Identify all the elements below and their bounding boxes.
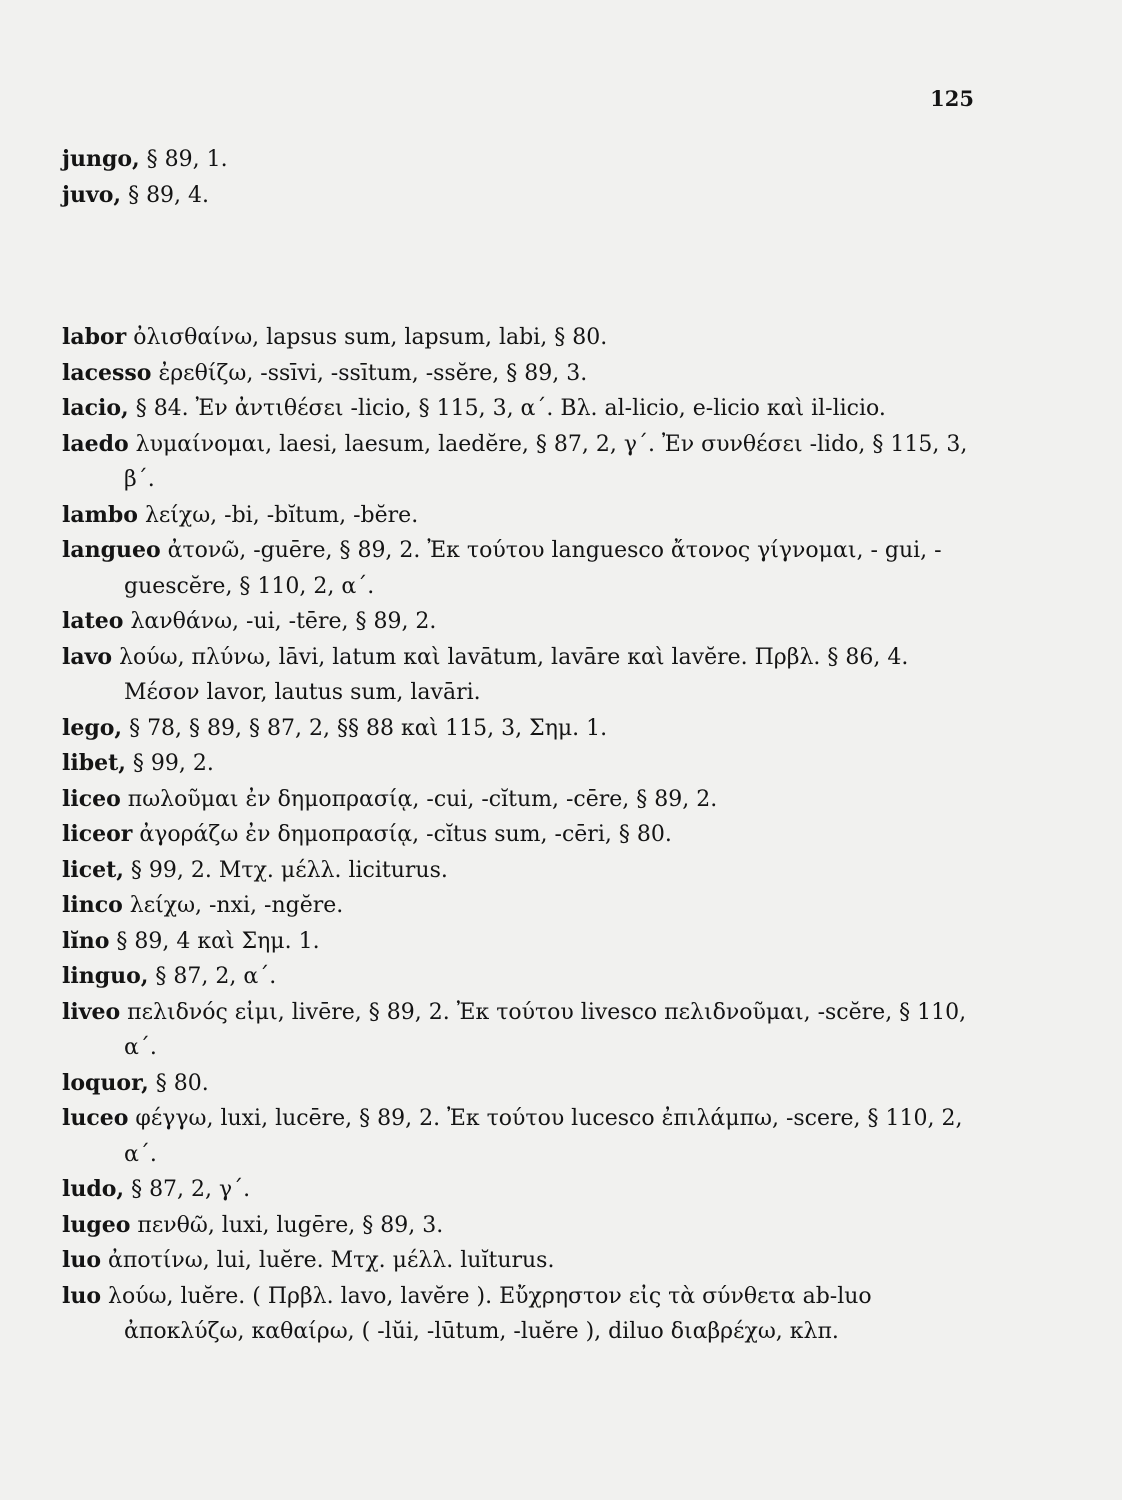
entry-definition: λείχω, -bi, -bĭtum, -bĕre. bbox=[137, 502, 419, 528]
entry-headword: luo bbox=[62, 1282, 102, 1309]
dictionary-entry bbox=[62, 1066, 982, 1102]
entry-definition: § 78, § 89, § 87, 2, §§ 88 καὶ 115, 3, Σημ. 1. bbox=[122, 715, 608, 741]
entry-headword: licet, bbox=[62, 856, 124, 883]
entry-headword: libet, bbox=[62, 750, 126, 776]
dictionary-entry bbox=[62, 782, 982, 818]
entry-headword: liveo bbox=[62, 998, 121, 1025]
entry-definition: § 80. bbox=[148, 1070, 209, 1096]
dictionary-entry bbox=[62, 1243, 982, 1279]
dictionary-entry bbox=[62, 959, 982, 995]
entry-definition: πελιδνός εἰμι, livēre, § 89, 2. Ἐκ τούτου livesco πελιδνοῦμαι, -scĕre, § 110, α΄. bbox=[120, 999, 967, 1060]
entry-definition: φέγγω, luxi, lucēre, § 89, 2. Ἐκ τούτου lucesco ἐπιλάμπω, -scere, § 110, 2, α΄. bbox=[124, 1106, 963, 1167]
entry-definition: λείχω, -nxi, -ngĕre. bbox=[122, 893, 344, 918]
entry-headword: lacio, bbox=[62, 395, 129, 421]
entry-definition: § 99, 2. bbox=[125, 751, 214, 776]
dictionary-entry bbox=[62, 853, 982, 889]
dictionary-entry bbox=[62, 817, 982, 853]
entry-definition: ἀγοράζω ἐν δημοπρασίᾳ, -cĭtus sum, -cēri, § 80. bbox=[132, 822, 672, 847]
entry-headword: lĭno bbox=[62, 927, 110, 954]
dictionary-entry bbox=[62, 498, 982, 534]
entry-headword: linco bbox=[62, 892, 123, 918]
entry-definition: § 87, 2, α΄. bbox=[148, 964, 277, 989]
entry-headword: luo bbox=[62, 1247, 102, 1273]
entry-headword: lateo bbox=[62, 608, 124, 634]
page-number: 125 bbox=[930, 86, 974, 111]
dictionary-entry bbox=[62, 746, 982, 782]
entry-headword: laedo bbox=[62, 430, 129, 457]
entry-definition: πενθῶ, luxi, lugēre, § 89, 3. bbox=[130, 1212, 444, 1238]
entry-headword: langueo bbox=[62, 537, 161, 563]
entry-definition: λούω, luĕre. ( Πρβλ. lavo, lavĕre ). Εὔχρηστον εἰς τὰ σύνθετα ab-luo ἀποκλύζω, καθαίρω, ( -lŭi, -lūtum, -luĕre ), diluo διαβρέχω, κλπ. bbox=[101, 1283, 872, 1344]
entry-definition: § 84. Ἐν ἀντιθέσει -licio, § 115, 3, α΄. Βλ. al-licio, e-licio καὶ il-licio. bbox=[128, 396, 886, 421]
dictionary-entry bbox=[62, 711, 982, 747]
dictionary-entry bbox=[62, 924, 982, 960]
entry-definition: ὀλισθαίνω, lapsus sum, lapsum, labi, § 80. bbox=[126, 325, 608, 350]
entry-headword: ludo, bbox=[62, 1176, 125, 1202]
entry-headword: labor bbox=[62, 324, 127, 350]
entry-headword: liceo bbox=[62, 785, 121, 812]
entry-definition: λυμαίνομαι, laesi, laesum, laedĕre, § 87, 2, γ΄. Ἐν συνθέσει -lido, § 115, 3, β΄. bbox=[124, 431, 968, 492]
dictionary-entry bbox=[62, 391, 982, 427]
dictionary-entry bbox=[62, 995, 982, 1066]
entry-headword: lambo bbox=[62, 501, 138, 528]
entry-headword: lacesso bbox=[62, 359, 152, 386]
entry-definition: ἀποτίνω, lui, luĕre. Μτχ. μέλλ. luĭturus. bbox=[101, 1248, 555, 1273]
dictionary-entry bbox=[62, 604, 982, 640]
entry-list bbox=[62, 142, 982, 1350]
dictionary-entry bbox=[62, 142, 982, 178]
dictionary-entry bbox=[62, 1208, 982, 1244]
entry-headword: liceor bbox=[62, 821, 133, 847]
entry-definition: ἐρεθίζω, -ssīvi, -ssītum, -ssĕre, § 89, 3. bbox=[151, 360, 588, 386]
entry-headword: lavo bbox=[62, 643, 113, 670]
dictionary-entry bbox=[62, 533, 982, 604]
dictionary-entry bbox=[62, 1172, 982, 1208]
dictionary-entry bbox=[62, 1101, 982, 1172]
dictionary-entry bbox=[62, 178, 982, 214]
dictionary-entry bbox=[62, 356, 982, 392]
entry-headword: lugeo bbox=[62, 1211, 131, 1238]
dictionary-entry bbox=[62, 1279, 982, 1350]
dictionary-entry bbox=[62, 427, 982, 498]
entry-definition: § 87, 2, γ΄. bbox=[124, 1177, 251, 1202]
entry-headword: jungo, bbox=[62, 146, 140, 172]
dictionary-entry bbox=[62, 320, 982, 356]
entry-definition: λανθάνω, -ui, -tēre, § 89, 2. bbox=[123, 609, 437, 634]
dictionary-entry bbox=[62, 640, 982, 711]
entry-headword: luceo bbox=[62, 1105, 129, 1131]
entry-headword: juvo, bbox=[62, 181, 122, 208]
entry-headword: lego, bbox=[62, 714, 123, 741]
entry-definition: § 89, 1. bbox=[139, 147, 228, 172]
entry-definition: § 89, 4 καὶ Σημ. 1. bbox=[109, 928, 320, 954]
entry-definition: πωλοῦμαι ἐν δημοπρασίᾳ, -cui, -cĭtum, -cēre, § 89, 2. bbox=[120, 786, 718, 812]
entry-headword: linguo, bbox=[62, 963, 149, 989]
entry-definition: λούω, πλύνω, lāvi, latum καὶ lavātum, lavāre καὶ lavĕre. Πρβλ. § 86, 4. Μέσον lavor, lautus sum, lavāri. bbox=[112, 644, 909, 705]
entry-headword: loquor, bbox=[62, 1069, 149, 1096]
entry-definition: § 99, 2. Μτχ. μέλλ. liciturus. bbox=[123, 857, 448, 883]
entry-definition: § 89, 4. bbox=[121, 182, 210, 208]
entry-definition: ἀτονῶ, -guēre, § 89, 2. Ἐκ τούτου languesco ἄτονος γίγνομαι, - gui, - guescĕre, § 110, 2, α΄. bbox=[124, 538, 942, 599]
dictionary-entry bbox=[62, 888, 982, 924]
